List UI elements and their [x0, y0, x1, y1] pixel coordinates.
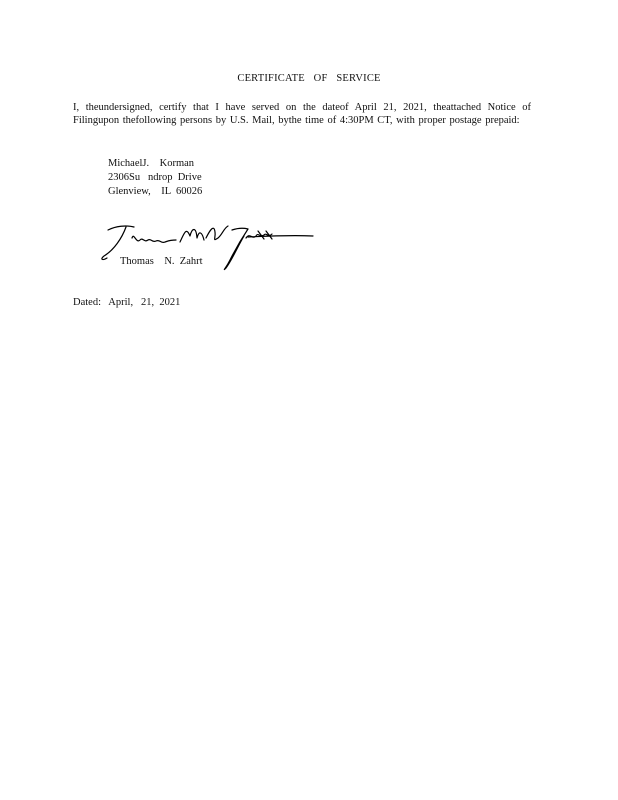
certification-paragraph: I, theundersigned, certify that I have served on the dateof April 21, 2021, theattached Notice of Filingupon thefollowing persons by U.S. Mail, bythe time of 4:30PM CT, with proper postage prepaid:: [73, 102, 531, 126]
recipient-city: Glenview, IL 60026: [108, 186, 203, 197]
recipient-address: [108, 157, 202, 199]
signer-name: Thomas N. Zahrt: [120, 256, 203, 267]
handwritten-signature: [98, 216, 318, 276]
recipient-street: 2306Su ndrop Drive: [108, 172, 202, 183]
document-title: CERTIFICATE OF SERVICE: [237, 73, 381, 84]
recipient-name: MichaelJ. Korman: [108, 158, 195, 169]
date-line: Dated: April, 21, 2021: [73, 297, 181, 308]
